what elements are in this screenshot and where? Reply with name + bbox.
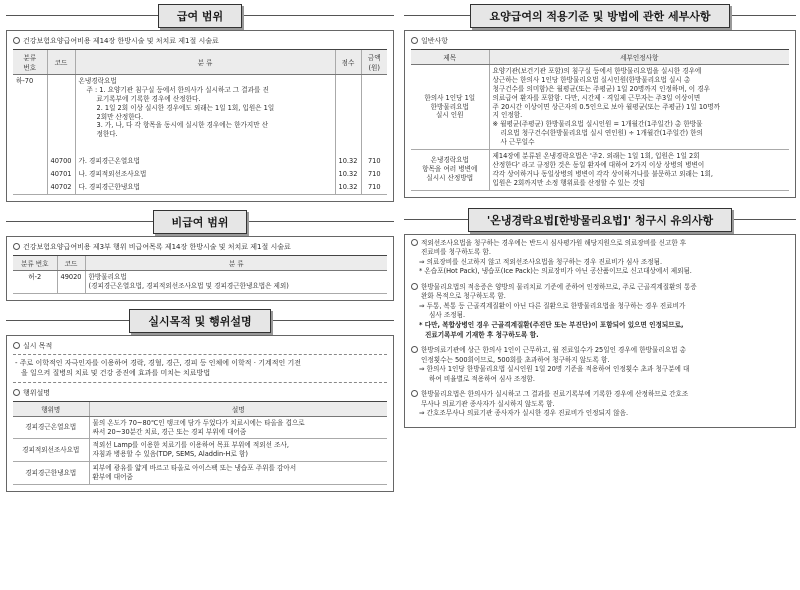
- col-header: 점수: [335, 50, 361, 75]
- caution-group: [411, 390, 789, 419]
- item-code: 49020: [57, 270, 85, 293]
- col-header: 코드: [57, 255, 85, 270]
- table-row: [13, 270, 387, 293]
- item-code: 40700: [47, 155, 75, 168]
- arrow-icon: ⇒: [419, 257, 427, 266]
- class-number: 하-70: [16, 77, 34, 85]
- class-number: 허-2: [13, 270, 57, 293]
- note-line: 2. 1일 2회 이상 실시한 경우에도 외래는 1일 1회, 입원은 1일: [96, 103, 275, 112]
- item-name: 한방물리요법: [88, 272, 127, 281]
- class-content: [85, 270, 387, 293]
- col-header: 코드: [47, 50, 75, 75]
- item-name: 나. 경피적외선조사요법: [75, 168, 335, 181]
- table-row: [13, 168, 387, 181]
- action-name: 경피경근한냉요법: [13, 462, 89, 485]
- item-amount: 710: [361, 155, 387, 168]
- arrow-line: ⇒ 한의사 1인당 한방물리요법 실시인원 1일 20명 기준을 적용하여 인정횟수 초과 청구분에 대: [419, 365, 690, 374]
- item-score: 10.32: [335, 168, 361, 181]
- arrow-line: 하여 비율별로 적용하여 심사 조정함.: [429, 374, 536, 383]
- subtitle: 건강보험요양급여비용 제3부 행위 비급여목록 제14장 한방시술 및 처치료 제1절 시술료: [13, 242, 387, 252]
- item-amount: 710: [361, 168, 387, 181]
- col-header: 제목: [411, 50, 489, 65]
- caution-line: 적외선조사요법을 청구하는 경우에는 반드시 심사평가원 해당지원으로 의료장비를 신고한 후: [411, 239, 789, 249]
- purpose-line: - 주로 이학적인 자극인자를 이용하여 경락, 경혈, 경근, 경피 등 인체에 이학적 · 기계적인 기전: [15, 358, 302, 367]
- table-row: [411, 65, 789, 150]
- item-code: 40701: [47, 168, 75, 181]
- action-desc: 적외선 Lamp를 이용한 치료기를 이용하여 목표 부위에 적외선 조사, 자침과 병용할 수 있음(TDP, SEMS, Aladdin-H로 함): [89, 439, 387, 462]
- caution-line: 완화 목적으로 청구하도록 함.: [421, 292, 506, 301]
- row-title: 온냉경락요법 항목을 여러 병변에 실시시 산정방법: [411, 150, 489, 191]
- section-criteria-header: [404, 4, 796, 28]
- col-header: 설명: [89, 401, 387, 416]
- caution-group: [411, 283, 789, 340]
- arrow-line: 심사 조정됨.: [429, 311, 466, 320]
- noncoverage-table: [13, 255, 387, 294]
- section-title: 요양급여의 적용기준 및 방법에 관한 세부사항: [470, 4, 729, 28]
- circle-bullet-icon: [411, 37, 418, 44]
- section-title: 급여 범위: [158, 4, 242, 28]
- table-row: [13, 181, 387, 194]
- bold-note-line: 진료기록부에 기재한 후 청구하도록 함.: [425, 330, 539, 339]
- section-title: '온냉경락요법[한방물리요법]' 청구시 유의사항: [468, 208, 732, 232]
- item-score: 10.32: [335, 181, 361, 194]
- note-line: 주 : 1. 요양기관 침구실 등에서 한의사가 실시하고 그 결과를 진: [86, 85, 269, 94]
- section-coverage-header: [6, 4, 394, 28]
- arrow-line: ⇒ 의료장비를 신고하지 않고 적외선조사요법을 청구하는 경우 진료비가 심사 조정됨.: [419, 257, 663, 266]
- item-name: 온냉경락요법: [78, 77, 117, 85]
- section-title: 비급여 범위: [153, 210, 248, 234]
- caution-line: 인정횟수는 500회이므로, 500회를 초과하여 청구하지 않도록 함.: [421, 355, 610, 364]
- circle-bullet-icon: [411, 390, 418, 397]
- arrow-line: ⇒ 두통, 복통 등 근골격계질환이 아닌 다른 질환으로 한방물리요법을 청구하는 경우 진료비가: [419, 301, 686, 310]
- col-header: 금액 (원): [361, 50, 387, 75]
- table-row: [13, 416, 387, 439]
- section-purpose-header: [6, 309, 394, 333]
- circle-bullet-icon: [13, 37, 20, 44]
- action-table: [13, 401, 387, 485]
- purpose-box: [6, 335, 394, 492]
- table-row: [13, 75, 387, 156]
- row-detail: 제14장에 분류된 온냉경락요법은 '주2. 외래는 1일 1회, 입원은 1일 2회 산정한다' 라고 규정한 것은 동일 환자에 대하여 2가지 이상 상병의 병변이 각각 상이하거나 동일상병의 병변이 각각 상이하거나를 불문하고 외래는 1회, 입원은 2회까지만 소정 행위료를 산정할 수 있는 것임: [489, 150, 789, 191]
- circle-bullet-icon: [411, 346, 418, 353]
- circle-bullet-icon: [13, 342, 20, 349]
- circle-bullet-icon: [411, 239, 418, 246]
- section-title: 실시목적 및 행위설명: [129, 309, 270, 333]
- caution-group: [411, 346, 789, 384]
- circle-bullet-icon: [13, 389, 20, 396]
- purpose-line: 을 일으켜 질병의 치료 및 건강 증진에 효과를 미치는 치료방법: [21, 369, 211, 378]
- action-name: 경피적외선조사요법: [13, 439, 89, 462]
- col-header: 분류 번호: [13, 255, 57, 270]
- section-noncoverage-header: [6, 210, 394, 234]
- table-row: [13, 462, 387, 485]
- caution-line: 한방물리요법의 적응증은 양방의 물리치료 기준에 준하여 인정하므로, 주로 근골격계질환의 통증: [411, 283, 789, 293]
- col-header: 분 류: [75, 50, 335, 75]
- subtitle: 일반사항: [411, 36, 789, 46]
- item-name: 다. 경피경근한냉요법: [75, 181, 335, 194]
- arrow-line: ⇒ 간호조무사나 의료기관 종사자가 실시한 경우 진료비가 인정되지 않음.: [419, 409, 629, 418]
- noncoverage-box: [6, 236, 394, 301]
- item-note: (경피경근온열요법, 경피적외선조사요법 및 경피경근한냉요법은 제외): [88, 281, 289, 290]
- coverage-table: [13, 49, 387, 195]
- circle-bullet-icon: [411, 283, 418, 290]
- table-row: [13, 439, 387, 462]
- arrow-icon: ⇒: [419, 301, 427, 310]
- col-header: 행위명: [13, 401, 89, 416]
- row-detail: 요양기관(보건기관 포함)의 침구실 등에서 한방물리요법을 실시한 경우에 상근하는 한의사 1인당 한방물리요법 실시인원(한방물리요법 실시 총 청구건수를 의미함)은 월평균(또는 주평균) 1일 20명까지 인정하며, 이 경우 의료급여 환자를 포함함. 다만, 시간제 · 격일제 근무자는 주3일 이상이면 주 20시간 이상이면 상근자의 0.5인으로 보아 월평균(또는 주평균) 1일 10명까 지 인정함. ※ 월평균(주평균) 한방물리요법 실시인원 = 1개월간(1주일간) 총 한방물 리요법 청구건수(한방물리요법 실시 연인원) ÷ 1개월간(1주일간) 한의 사 근무일수: [489, 65, 789, 150]
- table-row: [411, 150, 789, 191]
- arrow-icon: ⇒: [419, 365, 427, 374]
- table-row: [13, 155, 387, 168]
- col-header: 분 류: [85, 255, 387, 270]
- left-column: [6, 4, 394, 492]
- note-line: 료기록부에 기록한 경우에 산정한다.: [96, 94, 201, 103]
- bold-note-line: * 다만, 복합상병인 경우 근골격계질환(주진단 또는 부진단)이 포함되어 있으면 인정되므로,: [419, 320, 684, 329]
- caution-line: 한방물리요법은 한의사가 실시하고 그 결과를 진료기록부에 기록한 경우에 산정하므로 간호조: [411, 390, 789, 400]
- item-name: 가. 경피경근온열요법: [75, 155, 335, 168]
- section-cautions-header: [404, 208, 796, 232]
- col-header: 분류 번호: [13, 50, 47, 75]
- note-line: 3. 가, 나, 다 각 항목을 동시에 실시한 경우에는 한가지만 산: [96, 121, 269, 130]
- asterisk-icon: *: [419, 267, 425, 276]
- item-amount: 710: [361, 181, 387, 194]
- right-column: [404, 4, 796, 428]
- arrow-icon: ⇒: [419, 409, 427, 418]
- circle-bullet-icon: [13, 243, 20, 250]
- coverage-box: [6, 30, 394, 202]
- caution-line: 한방의료기관에 상근 한의사 1인이 근무하고, 월 진료일수가 25일인 경우에 한방물리요법 총: [411, 346, 789, 356]
- note-line: 2회만 산정한다.: [96, 112, 144, 121]
- subtitle: 행위설명: [13, 388, 387, 398]
- criteria-table: [411, 49, 789, 191]
- subtitle: 건강보험요양급여비용 제14장 한방시술 및 처치료 제1절 시술료: [13, 36, 387, 46]
- note-line: 정한다.: [96, 130, 118, 139]
- subtitle: 실시 목적: [13, 341, 387, 351]
- caution-group: [411, 239, 789, 277]
- row-title: 한의사 1인당 1일 한방물리요법 실시 인원: [411, 65, 489, 150]
- class-content: [75, 75, 335, 156]
- col-header: 세부인정사항: [489, 50, 789, 65]
- caution-line: 무사나 의료기관 종사자가 실시하지 않도록 함.: [421, 399, 555, 408]
- action-desc: 피부에 광유를 얇게 바르고 타올로 아이스팩 또는 냉습포 주위를 감아서 환부에 대어줌: [89, 462, 387, 485]
- purpose-text: [13, 354, 387, 383]
- action-name: 경피경근온열요법: [13, 416, 89, 439]
- note-line: * 온습포(Hot Pack), 냉습포(Ice Pack)는 의료장비가 아닌 공산품이므로 신고대상에서 제외됨.: [419, 267, 692, 276]
- action-desc: 물의 온도가 70~80℃인 탱크에 담가 두었다가 치료시에는 타올을 겹으로 싸서 20~30분간 치료, 경근 또는 경피 부위에 대어줌: [89, 416, 387, 439]
- caution-line: 진료비를 청구하도록 함.: [421, 248, 491, 257]
- criteria-box: [404, 30, 796, 198]
- item-score: 10.32: [335, 155, 361, 168]
- item-code: 40702: [47, 181, 75, 194]
- cautions-box: [404, 234, 796, 428]
